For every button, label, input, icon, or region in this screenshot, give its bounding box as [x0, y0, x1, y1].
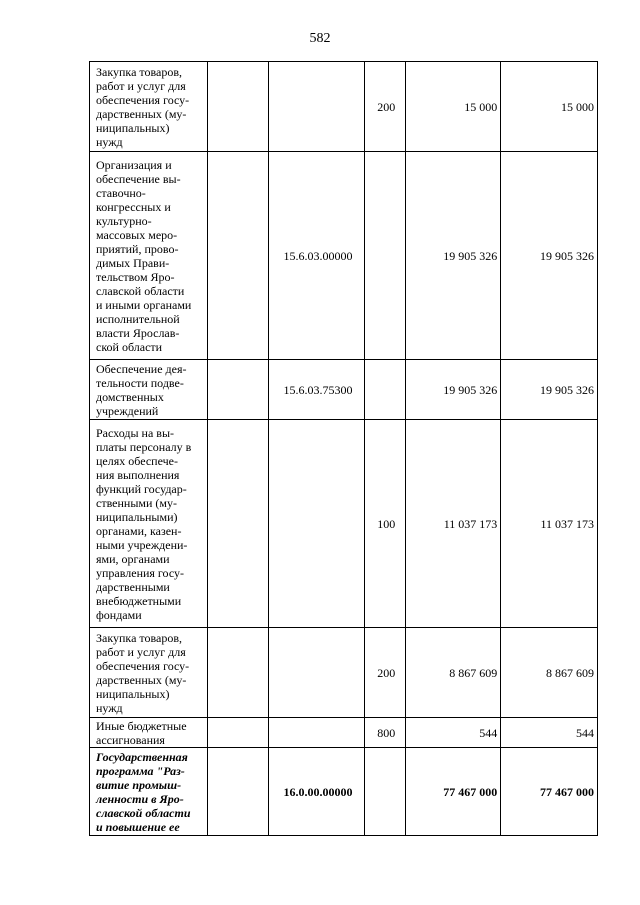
empty-cell — [208, 748, 269, 836]
target-article-cell: 15.6.03.00000 — [269, 152, 365, 360]
row-name-line: домственных — [96, 390, 164, 404]
expense-kind-cell: 200 — [364, 628, 405, 718]
row-name-cell — [90, 628, 208, 718]
row-name-line: ями, органами — [96, 552, 170, 566]
amount-cell: 19 905 326 — [501, 152, 598, 360]
row-name-line: культурно- — [96, 214, 152, 228]
row-name-cell — [90, 718, 208, 748]
row-name-line: славской области — [96, 806, 191, 820]
row-name-line: ниципальных) — [96, 121, 170, 135]
expense-kind-cell — [364, 152, 405, 360]
row-name-line: ными учреждени- — [96, 538, 188, 552]
amount-cell: 77 467 000 — [405, 748, 501, 836]
table-row — [90, 62, 598, 152]
row-name-line: целях обеспече- — [96, 454, 178, 468]
amount-cell: 11 037 173 — [501, 420, 598, 628]
row-name-line: исполнительной — [96, 312, 180, 326]
row-name-line: обеспечения госу- — [96, 659, 190, 673]
row-name-line: Закупка товаров, — [96, 631, 182, 645]
empty-cell — [208, 420, 269, 628]
row-name-line: Расходы на вы- — [96, 426, 175, 440]
row-name-line: массовых меро- — [96, 228, 178, 242]
row-name-line: ленности в Яро- — [96, 792, 184, 806]
row-name-line: витие промыш- — [96, 778, 182, 792]
row-name-line: ской области — [96, 340, 163, 354]
amount-cell: 19 905 326 — [501, 360, 598, 420]
expense-kind-cell — [364, 748, 405, 836]
target-article-cell — [269, 628, 365, 718]
row-name-line: органами, казен- — [96, 524, 182, 538]
row-name-line: нужд — [96, 701, 123, 715]
table-row — [90, 748, 598, 836]
row-name-cell — [90, 152, 208, 360]
empty-cell — [208, 628, 269, 718]
target-article-cell — [269, 718, 365, 748]
row-name-line: работ и услуг для — [96, 645, 186, 659]
target-article-cell — [269, 62, 365, 152]
row-name-line: и иными органами — [96, 298, 192, 312]
amount-cell: 19 905 326 — [405, 360, 501, 420]
row-name-cell — [90, 62, 208, 152]
row-name-line: обеспечение вы- — [96, 172, 181, 186]
row-name-line: славской области — [96, 284, 185, 298]
empty-cell — [208, 152, 269, 360]
amount-cell: 544 — [501, 718, 598, 748]
amount-cell: 8 867 609 — [501, 628, 598, 718]
amount-cell: 11 037 173 — [405, 420, 501, 628]
table-row — [90, 360, 598, 420]
row-name-line: и повышение ее — [96, 820, 180, 834]
target-article-cell: 15.6.03.75300 — [269, 360, 365, 420]
row-name-cell — [90, 748, 208, 836]
row-name-line: работ и услуг для — [96, 79, 186, 93]
row-name-line: ниципальными) — [96, 510, 178, 524]
page-number: 582 — [309, 31, 331, 46]
row-name-line: ассигнования — [96, 733, 165, 747]
row-name-line: Обеспечение дея- — [96, 362, 187, 376]
row-name-line: Организация и — [96, 158, 172, 172]
target-article-cell: 16.0.00.00000 — [269, 748, 365, 836]
row-name-line: ставочно- — [96, 186, 146, 200]
row-name-cell — [90, 420, 208, 628]
empty-cell — [208, 718, 269, 748]
row-name-cell — [90, 360, 208, 420]
row-name-line: дарственными — [96, 580, 170, 594]
row-name-line: тельством Яро- — [96, 270, 175, 284]
expense-kind-cell: 100 — [364, 420, 405, 628]
row-name-line: функций государ- — [96, 482, 187, 496]
budget-table — [89, 61, 598, 836]
amount-cell: 8 867 609 — [405, 628, 501, 718]
row-name-line: ния выполнения — [96, 468, 180, 482]
amount-cell: 77 467 000 — [501, 748, 598, 836]
expense-kind-cell: 800 — [364, 718, 405, 748]
row-name-line: управления госу- — [96, 566, 185, 580]
expense-kind-cell — [364, 360, 405, 420]
row-name-line: Иные бюджетные — [96, 719, 187, 733]
row-name-line: власти Ярослав- — [96, 326, 180, 340]
table-row — [90, 152, 598, 360]
row-name-line: Государственная — [96, 750, 188, 764]
target-article-cell — [269, 420, 365, 628]
row-name-line: фондами — [96, 608, 142, 622]
row-name-line: Закупка товаров, — [96, 65, 182, 79]
expense-kind-cell: 200 — [364, 62, 405, 152]
row-name-line: дарственных (му- — [96, 107, 187, 121]
row-name-line: внебюджетными — [96, 594, 182, 608]
row-name-line: конгрессных и — [96, 200, 171, 214]
row-name-line: приятий, прово- — [96, 242, 179, 256]
table-row — [90, 420, 598, 628]
row-name-line: дарственных (му- — [96, 673, 187, 687]
budget-table-body — [90, 62, 598, 836]
empty-cell — [208, 62, 269, 152]
amount-cell: 15 000 — [501, 62, 598, 152]
amount-cell: 544 — [405, 718, 501, 748]
row-name-line: учреждений — [96, 404, 159, 418]
row-name-line: обеспечения госу- — [96, 93, 190, 107]
row-name-line: ственными (му- — [96, 496, 177, 510]
amount-cell: 15 000 — [405, 62, 501, 152]
empty-cell — [208, 360, 269, 420]
row-name-line: нужд — [96, 135, 123, 149]
row-name-line: платы персоналу в — [96, 440, 192, 454]
row-name-line: димых Прави- — [96, 256, 170, 270]
table-row — [90, 628, 598, 718]
amount-cell: 19 905 326 — [405, 152, 501, 360]
table-row — [90, 718, 598, 748]
row-name-line: ниципальных) — [96, 687, 170, 701]
row-name-line: программа "Раз- — [96, 764, 185, 778]
row-name-line: тельности подве- — [96, 376, 184, 390]
